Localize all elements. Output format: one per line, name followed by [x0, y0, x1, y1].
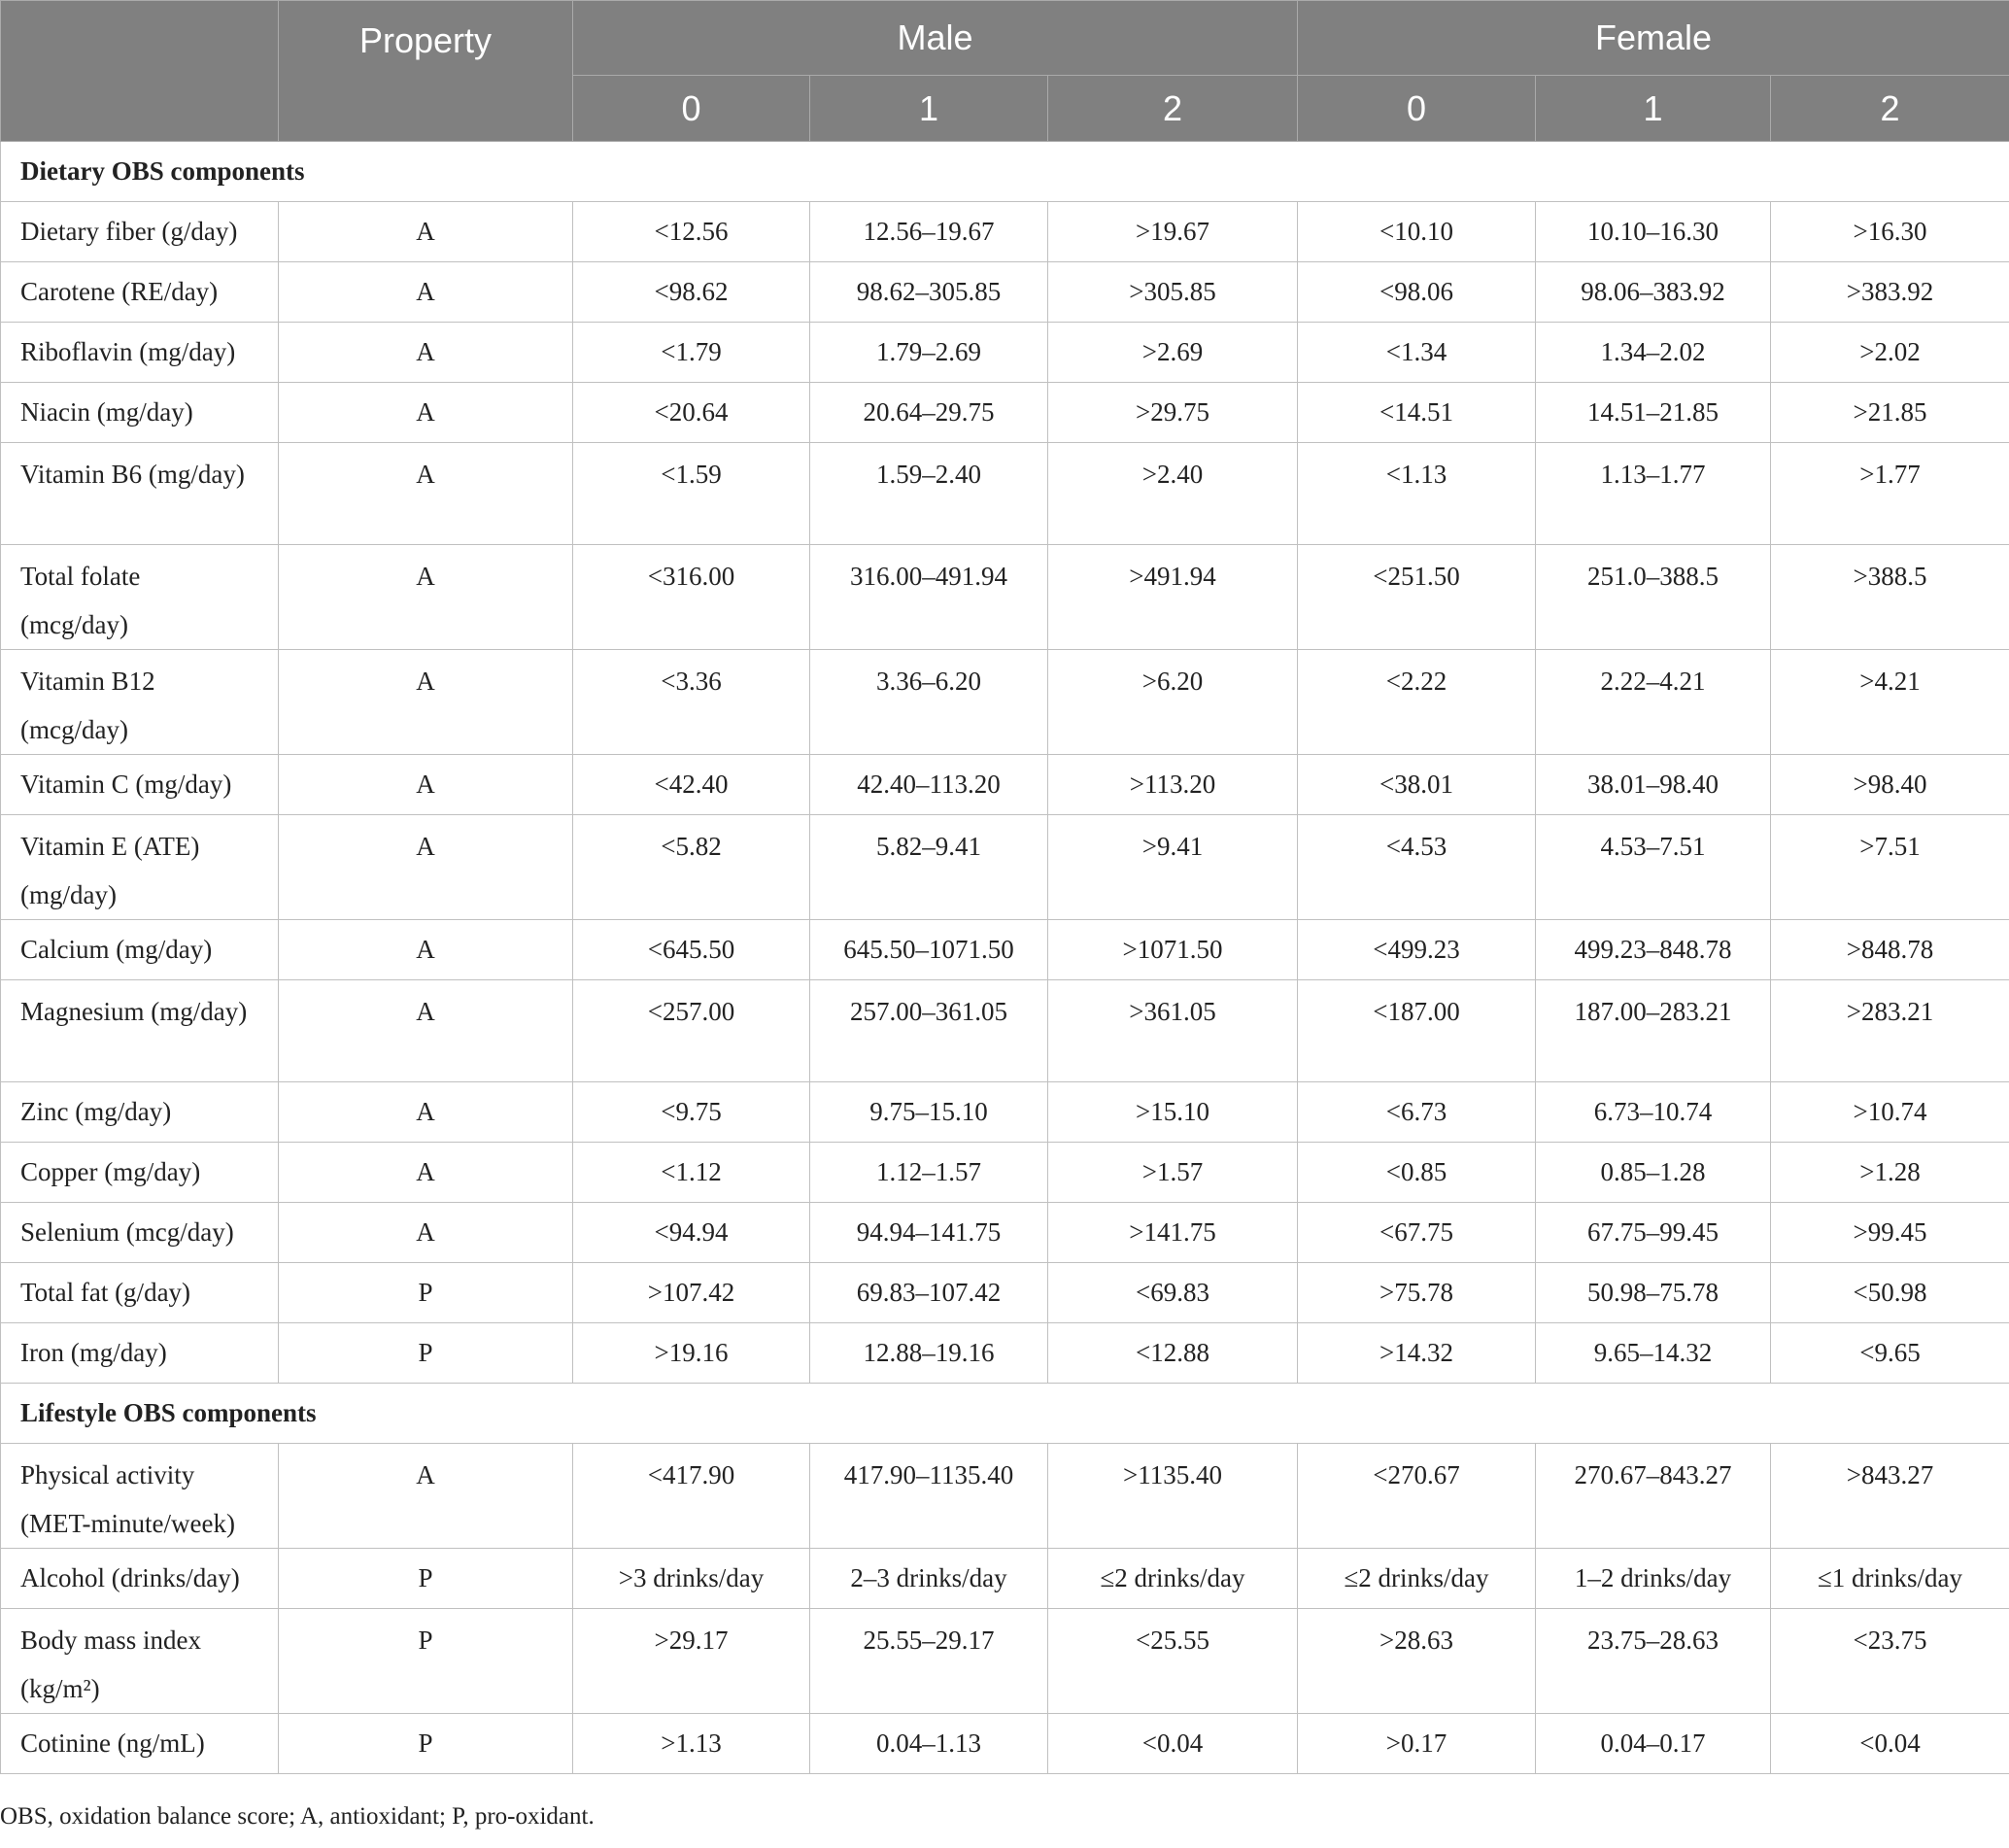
male-score-0-cell: <9.75	[573, 1082, 810, 1143]
female-score-2-cell: >98.40	[1771, 755, 2009, 815]
male-score-2-cell: >491.94	[1048, 545, 1298, 650]
male-score-2-cell: >29.75	[1048, 383, 1298, 443]
header-score: 1	[810, 76, 1048, 142]
table-body	[1, 142, 2009, 1774]
male-score-0-cell: >107.42	[573, 1263, 810, 1323]
female-score-0-cell: <38.01	[1298, 755, 1536, 815]
female-score-0-cell: <98.06	[1298, 262, 1536, 323]
female-score-1-cell: 1.34–2.02	[1536, 323, 1771, 383]
table-row	[1, 920, 2009, 980]
female-score-0-cell: <499.23	[1298, 920, 1536, 980]
male-score-2-cell: >1071.50	[1048, 920, 1298, 980]
male-score-0-cell: >3 drinks/day	[573, 1549, 810, 1609]
male-score-1-cell: 316.00–491.94	[810, 545, 1048, 650]
table-row	[1, 1714, 2009, 1774]
female-score-1-cell: 98.06–383.92	[1536, 262, 1771, 323]
male-score-2-cell: >2.40	[1048, 443, 1298, 545]
table-row	[1, 755, 2009, 815]
component-name: Body mass index (kg/m²)	[1, 1609, 279, 1714]
component-property: A	[279, 755, 573, 815]
female-score-2-cell: <50.98	[1771, 1263, 2009, 1323]
component-property: A	[279, 920, 573, 980]
table-row	[1, 202, 2009, 262]
female-score-1-cell: 270.67–843.27	[1536, 1444, 1771, 1549]
component-name: Vitamin E (ATE) (mg/day)	[1, 815, 279, 920]
female-score-1-cell: 499.23–848.78	[1536, 920, 1771, 980]
female-score-1-cell: 38.01–98.40	[1536, 755, 1771, 815]
component-property: P	[279, 1323, 573, 1384]
female-score-2-cell: >7.51	[1771, 815, 2009, 920]
male-score-1-cell: 645.50–1071.50	[810, 920, 1048, 980]
component-name: Iron (mg/day)	[1, 1323, 279, 1384]
male-score-0-cell: <257.00	[573, 980, 810, 1082]
female-score-1-cell: 9.65–14.32	[1536, 1323, 1771, 1384]
component-name: Vitamin C (mg/day)	[1, 755, 279, 815]
male-score-2-cell: >1.57	[1048, 1143, 1298, 1203]
component-name: Physical activity (MET-minute/week)	[1, 1444, 279, 1549]
female-score-2-cell: <9.65	[1771, 1323, 2009, 1384]
female-score-1-cell: 0.85–1.28	[1536, 1143, 1771, 1203]
female-score-2-cell: >99.45	[1771, 1203, 2009, 1263]
female-score-0-cell: ≤2 drinks/day	[1298, 1549, 1536, 1609]
male-score-1-cell: 98.62–305.85	[810, 262, 1048, 323]
male-score-2-cell: >113.20	[1048, 755, 1298, 815]
female-score-0-cell: <251.50	[1298, 545, 1536, 650]
table-row	[1, 650, 2009, 755]
male-score-1-cell: 5.82–9.41	[810, 815, 1048, 920]
male-score-2-cell: >15.10	[1048, 1082, 1298, 1143]
header-blank-cell	[1, 1, 279, 142]
female-score-0-cell: >14.32	[1298, 1323, 1536, 1384]
female-score-1-cell: 0.04–0.17	[1536, 1714, 1771, 1774]
female-score-2-cell: >283.21	[1771, 980, 2009, 1082]
female-score-1-cell: 1.13–1.77	[1536, 443, 1771, 545]
male-score-2-cell: <25.55	[1048, 1609, 1298, 1714]
male-score-0-cell: <1.79	[573, 323, 810, 383]
male-score-2-cell: >6.20	[1048, 650, 1298, 755]
component-name: Selenium (mcg/day)	[1, 1203, 279, 1263]
component-name: Niacin (mg/day)	[1, 383, 279, 443]
male-score-2-cell: >141.75	[1048, 1203, 1298, 1263]
male-score-1-cell: 1.79–2.69	[810, 323, 1048, 383]
female-score-1-cell: 251.0–388.5	[1536, 545, 1771, 650]
section-title: Dietary OBS components	[1, 142, 2009, 202]
component-property: A	[279, 262, 573, 323]
female-score-0-cell: <270.67	[1298, 1444, 1536, 1549]
female-score-2-cell: <0.04	[1771, 1714, 2009, 1774]
component-name: Zinc (mg/day)	[1, 1082, 279, 1143]
component-property: A	[279, 323, 573, 383]
male-score-0-cell: >29.17	[573, 1609, 810, 1714]
female-score-0-cell: <14.51	[1298, 383, 1536, 443]
male-score-0-cell: <645.50	[573, 920, 810, 980]
female-score-0-cell: <67.75	[1298, 1203, 1536, 1263]
component-name: Copper (mg/day)	[1, 1143, 279, 1203]
male-score-2-cell: >305.85	[1048, 262, 1298, 323]
female-score-1-cell: 1–2 drinks/day	[1536, 1549, 1771, 1609]
male-score-2-cell: <0.04	[1048, 1714, 1298, 1774]
header-male: Male	[573, 1, 1298, 76]
header-score: 2	[1771, 76, 2009, 142]
table-row	[1, 1082, 2009, 1143]
male-score-1-cell: 12.56–19.67	[810, 202, 1048, 262]
table-row	[1, 980, 2009, 1082]
header-property: Property	[279, 1, 573, 142]
table-row	[1, 1444, 2009, 1549]
female-score-0-cell: <0.85	[1298, 1143, 1536, 1203]
component-name: Vitamin B6 (mg/day)	[1, 443, 279, 545]
table-row	[1, 1609, 2009, 1714]
component-property: P	[279, 1714, 573, 1774]
component-property: A	[279, 545, 573, 650]
table-row	[1, 323, 2009, 383]
male-score-2-cell: <69.83	[1048, 1263, 1298, 1323]
female-score-1-cell: 187.00–283.21	[1536, 980, 1771, 1082]
male-score-1-cell: 42.40–113.20	[810, 755, 1048, 815]
male-score-1-cell: 20.64–29.75	[810, 383, 1048, 443]
table-row	[1, 1263, 2009, 1323]
component-property: A	[279, 443, 573, 545]
table-row	[1, 1323, 2009, 1384]
male-score-1-cell: 94.94–141.75	[810, 1203, 1048, 1263]
male-score-0-cell: <5.82	[573, 815, 810, 920]
header-row-groups	[1, 1, 2009, 76]
table-row	[1, 1203, 2009, 1263]
female-score-2-cell: >1.28	[1771, 1143, 2009, 1203]
female-score-1-cell: 4.53–7.51	[1536, 815, 1771, 920]
male-score-0-cell: <3.36	[573, 650, 810, 755]
table-row	[1, 262, 2009, 323]
component-name: Carotene (RE/day)	[1, 262, 279, 323]
component-property: P	[279, 1549, 573, 1609]
male-score-0-cell: >19.16	[573, 1323, 810, 1384]
male-score-1-cell: 0.04–1.13	[810, 1714, 1048, 1774]
header-score: 1	[1536, 76, 1771, 142]
female-score-0-cell: <10.10	[1298, 202, 1536, 262]
component-name: Total fat (g/day)	[1, 1263, 279, 1323]
component-property: A	[279, 1082, 573, 1143]
table-row	[1, 383, 2009, 443]
section-header-row	[1, 142, 2009, 202]
header-score: 0	[1298, 76, 1536, 142]
header-female: Female	[1298, 1, 2009, 76]
table-row	[1, 545, 2009, 650]
component-property: A	[279, 815, 573, 920]
male-score-1-cell: 257.00–361.05	[810, 980, 1048, 1082]
male-score-1-cell: 25.55–29.17	[810, 1609, 1048, 1714]
section-title: Lifestyle OBS components	[1, 1384, 2009, 1444]
female-score-2-cell: >383.92	[1771, 262, 2009, 323]
component-property: A	[279, 202, 573, 262]
female-score-2-cell: >10.74	[1771, 1082, 2009, 1143]
male-score-1-cell: 417.90–1135.40	[810, 1444, 1048, 1549]
female-score-2-cell: >16.30	[1771, 202, 2009, 262]
table-row	[1, 1143, 2009, 1203]
component-name: Alcohol (drinks/day)	[1, 1549, 279, 1609]
component-property: P	[279, 1263, 573, 1323]
table-row	[1, 815, 2009, 920]
male-score-2-cell: >2.69	[1048, 323, 1298, 383]
male-score-2-cell: <12.88	[1048, 1323, 1298, 1384]
male-score-2-cell: >9.41	[1048, 815, 1298, 920]
female-score-2-cell: >21.85	[1771, 383, 2009, 443]
section-header-row	[1, 1384, 2009, 1444]
male-score-0-cell: <98.62	[573, 262, 810, 323]
female-score-0-cell: <1.13	[1298, 443, 1536, 545]
component-property: A	[279, 650, 573, 755]
female-score-0-cell: <1.34	[1298, 323, 1536, 383]
female-score-1-cell: 50.98–75.78	[1536, 1263, 1771, 1323]
header-score: 0	[573, 76, 810, 142]
component-name: Cotinine (ng/mL)	[1, 1714, 279, 1774]
female-score-1-cell: 14.51–21.85	[1536, 383, 1771, 443]
component-name: Riboflavin (mg/day)	[1, 323, 279, 383]
male-score-0-cell: <316.00	[573, 545, 810, 650]
female-score-1-cell: 6.73–10.74	[1536, 1082, 1771, 1143]
male-score-1-cell: 1.12–1.57	[810, 1143, 1048, 1203]
male-score-1-cell: 3.36–6.20	[810, 650, 1048, 755]
female-score-1-cell: 67.75–99.45	[1536, 1203, 1771, 1263]
component-name: Vitamin B12 (mcg/day)	[1, 650, 279, 755]
table-header	[1, 1, 2009, 142]
female-score-0-cell: >0.17	[1298, 1714, 1536, 1774]
male-score-2-cell: >19.67	[1048, 202, 1298, 262]
component-property: A	[279, 383, 573, 443]
male-score-1-cell: 1.59–2.40	[810, 443, 1048, 545]
female-score-0-cell: >28.63	[1298, 1609, 1536, 1714]
component-name: Magnesium (mg/day)	[1, 980, 279, 1082]
female-score-2-cell: >1.77	[1771, 443, 2009, 545]
male-score-2-cell: >361.05	[1048, 980, 1298, 1082]
male-score-2-cell: ≤2 drinks/day	[1048, 1549, 1298, 1609]
female-score-0-cell: >75.78	[1298, 1263, 1536, 1323]
female-score-2-cell: >848.78	[1771, 920, 2009, 980]
female-score-1-cell: 10.10–16.30	[1536, 202, 1771, 262]
header-score: 2	[1048, 76, 1298, 142]
component-property: A	[279, 1203, 573, 1263]
female-score-0-cell: <4.53	[1298, 815, 1536, 920]
male-score-0-cell: <12.56	[573, 202, 810, 262]
female-score-2-cell: >2.02	[1771, 323, 2009, 383]
male-score-0-cell: <42.40	[573, 755, 810, 815]
table-footnote: OBS, oxidation balance score; A, antioxidant; P, pro-oxidant.	[0, 1803, 595, 1830]
male-score-1-cell: 12.88–19.16	[810, 1323, 1048, 1384]
female-score-0-cell: <187.00	[1298, 980, 1536, 1082]
female-score-2-cell: ≤1 drinks/day	[1771, 1549, 2009, 1609]
female-score-2-cell: >388.5	[1771, 545, 2009, 650]
female-score-2-cell: >4.21	[1771, 650, 2009, 755]
component-property: A	[279, 980, 573, 1082]
component-property: A	[279, 1444, 573, 1549]
female-score-1-cell: 23.75–28.63	[1536, 1609, 1771, 1714]
male-score-0-cell: <1.59	[573, 443, 810, 545]
female-score-1-cell: 2.22–4.21	[1536, 650, 1771, 755]
male-score-0-cell: <417.90	[573, 1444, 810, 1549]
table-row	[1, 443, 2009, 545]
male-score-0-cell: <20.64	[573, 383, 810, 443]
component-name: Total folate (mcg/day)	[1, 545, 279, 650]
table-row	[1, 1549, 2009, 1609]
male-score-1-cell: 2–3 drinks/day	[810, 1549, 1048, 1609]
female-score-0-cell: <2.22	[1298, 650, 1536, 755]
male-score-0-cell: >1.13	[573, 1714, 810, 1774]
component-property: A	[279, 1143, 573, 1203]
female-score-0-cell: <6.73	[1298, 1082, 1536, 1143]
male-score-0-cell: <1.12	[573, 1143, 810, 1203]
female-score-2-cell: >843.27	[1771, 1444, 2009, 1549]
component-name: Dietary fiber (g/day)	[1, 202, 279, 262]
male-score-0-cell: <94.94	[573, 1203, 810, 1263]
male-score-2-cell: >1135.40	[1048, 1444, 1298, 1549]
component-property: P	[279, 1609, 573, 1714]
female-score-2-cell: <23.75	[1771, 1609, 2009, 1714]
male-score-1-cell: 9.75–15.10	[810, 1082, 1048, 1143]
male-score-1-cell: 69.83–107.42	[810, 1263, 1048, 1323]
component-name: Calcium (mg/day)	[1, 920, 279, 980]
